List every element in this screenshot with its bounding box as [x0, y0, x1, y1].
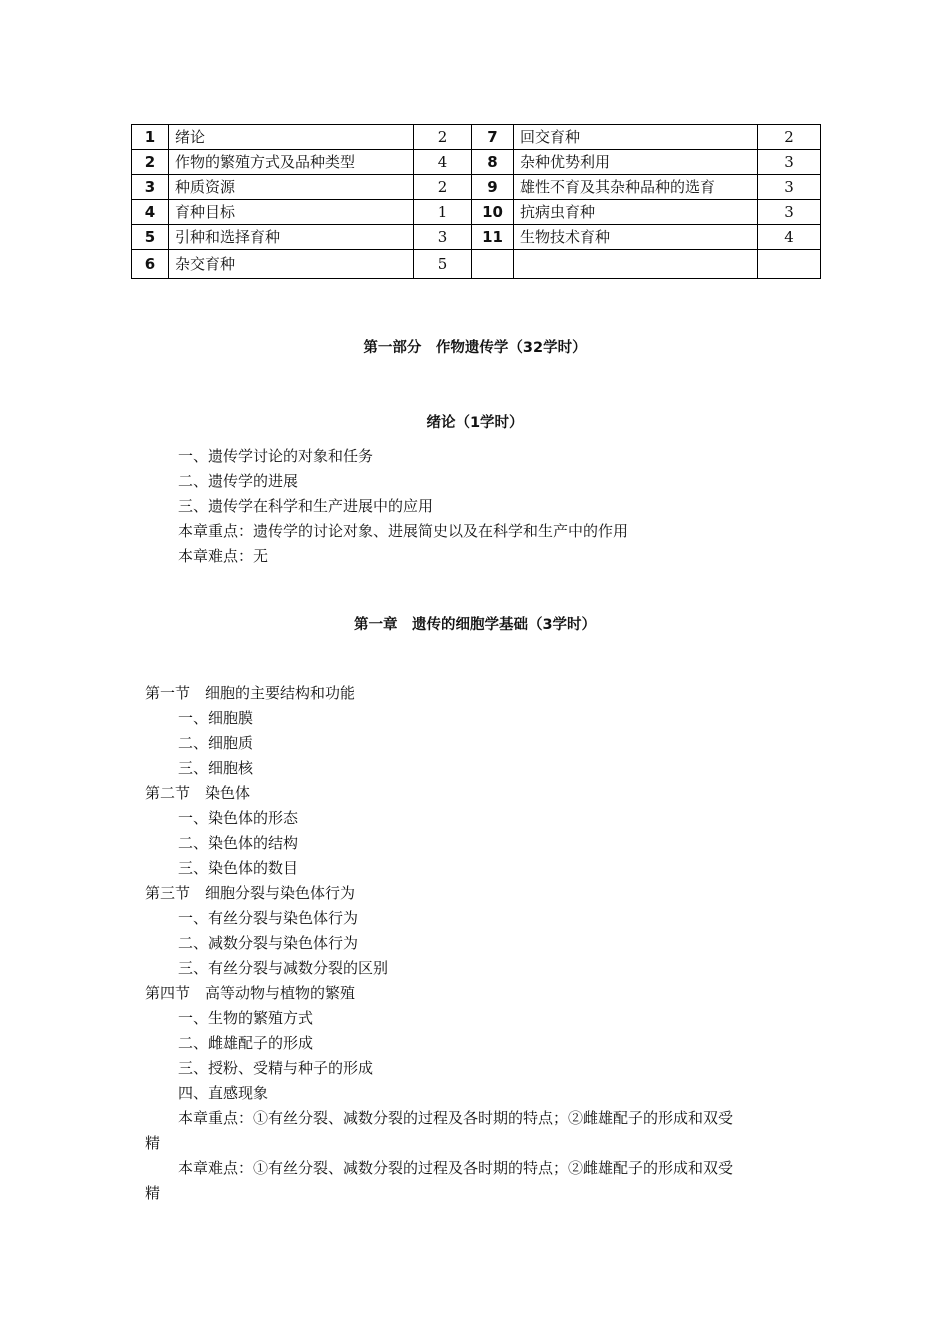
section-item: 二、雌雄配子的形成 — [178, 1034, 314, 1052]
chapter-hours — [758, 250, 821, 279]
chapter-number: 7 — [472, 125, 514, 150]
chapter-number: 10 — [472, 200, 514, 225]
chapter-number: 1 — [132, 125, 169, 150]
section-item: 三、细胞核 — [178, 759, 254, 777]
chapter-title: 雄性不育及其杂种品种的选育 — [514, 175, 758, 200]
chapter-hours: 1 — [414, 200, 472, 225]
chapter-number: 6 — [132, 250, 169, 279]
intro-difficulties: 本章难点：无 — [178, 547, 269, 565]
chapter-title: 杂交育种 — [169, 250, 414, 279]
section-item: 一、染色体的形态 — [178, 809, 299, 827]
chapter-hours: 2 — [414, 125, 472, 150]
table-row — [132, 250, 821, 279]
section-heading: 第二节 染色体 — [145, 784, 251, 802]
chapter-number — [472, 250, 514, 279]
chapter-difficulties: 本章难点：①有丝分裂、减数分裂的过程及各时期的特点；②雌雄配子的形成和双受 — [178, 1159, 734, 1177]
chapter-difficulties-continued: 精 — [145, 1184, 161, 1202]
chapter-number: 8 — [472, 150, 514, 175]
chapter-number: 9 — [472, 175, 514, 200]
chapter-number: 11 — [472, 225, 514, 250]
section-item: 二、减数分裂与染色体行为 — [178, 934, 359, 952]
table-row — [132, 200, 821, 225]
chapter-number: 2 — [132, 150, 169, 175]
chapter-title: 绪论 — [169, 125, 414, 150]
part-title: 第一部分 作物遗传学（32学时） — [363, 340, 587, 356]
chapter-hours: 3 — [758, 175, 821, 200]
section-item: 二、染色体的结构 — [178, 834, 299, 852]
section-heading: 第三节 细胞分裂与染色体行为 — [145, 884, 356, 902]
chapter-key-points: 本章重点：①有丝分裂、减数分裂的过程及各时期的特点；②雌雄配子的形成和双受 — [178, 1109, 734, 1127]
section-item: 三、有丝分裂与减数分裂的区别 — [178, 959, 389, 977]
intro-line: 三、遗传学在科学和生产进展中的应用 — [178, 497, 434, 515]
chapter-title: 回交育种 — [514, 125, 758, 150]
chapter-number: 5 — [132, 225, 169, 250]
chapter-hours: 4 — [758, 225, 821, 250]
section-item: 三、染色体的数目 — [178, 859, 299, 877]
intro-line: 二、遗传学的进展 — [178, 472, 299, 490]
intro-key-points: 本章重点：遗传学的讨论对象、进展简史以及在科学和生产中的作用 — [178, 522, 629, 540]
chapter-hours: 3 — [758, 200, 821, 225]
chapter-title: 引种和选择育种 — [169, 225, 414, 250]
chapter-title: 抗病虫育种 — [514, 200, 758, 225]
table-row — [132, 150, 821, 175]
chapter-number: 4 — [132, 200, 169, 225]
chapter-hours: 2 — [414, 175, 472, 200]
section-item: 二、细胞质 — [178, 734, 254, 752]
chapter-title: 作物的繁殖方式及品种类型 — [169, 150, 414, 175]
chapter-title: 生物技术育种 — [514, 225, 758, 250]
intro-title: 绪论（1学时） — [426, 415, 524, 431]
chapter-hours: 5 — [414, 250, 472, 279]
chapter-hours: 3 — [414, 225, 472, 250]
course-hours-table — [131, 124, 821, 279]
section-heading: 第四节 高等动物与植物的繁殖 — [145, 984, 356, 1002]
section-item: 三、授粉、受精与种子的形成 — [178, 1059, 374, 1077]
section-item: 四、直感现象 — [178, 1084, 269, 1102]
chapter-title — [514, 250, 758, 279]
intro-line: 一、遗传学讨论的对象和任务 — [178, 447, 374, 465]
chapter-title-heading: 第一章 遗传的细胞学基础（3学时） — [353, 617, 597, 633]
section-item: 一、有丝分裂与染色体行为 — [178, 909, 359, 927]
table-row — [132, 225, 821, 250]
section-item: 一、生物的繁殖方式 — [178, 1009, 314, 1027]
section-item: 一、细胞膜 — [178, 709, 254, 727]
chapter-hours: 2 — [758, 125, 821, 150]
chapter-title: 育种目标 — [169, 200, 414, 225]
chapter-title: 杂种优势利用 — [514, 150, 758, 175]
table-row — [132, 175, 821, 200]
chapter-title: 种质资源 — [169, 175, 414, 200]
chapter-key-points-continued: 精 — [145, 1134, 161, 1152]
chapter-hours: 3 — [758, 150, 821, 175]
chapter-hours: 4 — [414, 150, 472, 175]
chapter-number: 3 — [132, 175, 169, 200]
section-heading: 第一节 细胞的主要结构和功能 — [145, 684, 356, 702]
table-row — [132, 125, 821, 150]
